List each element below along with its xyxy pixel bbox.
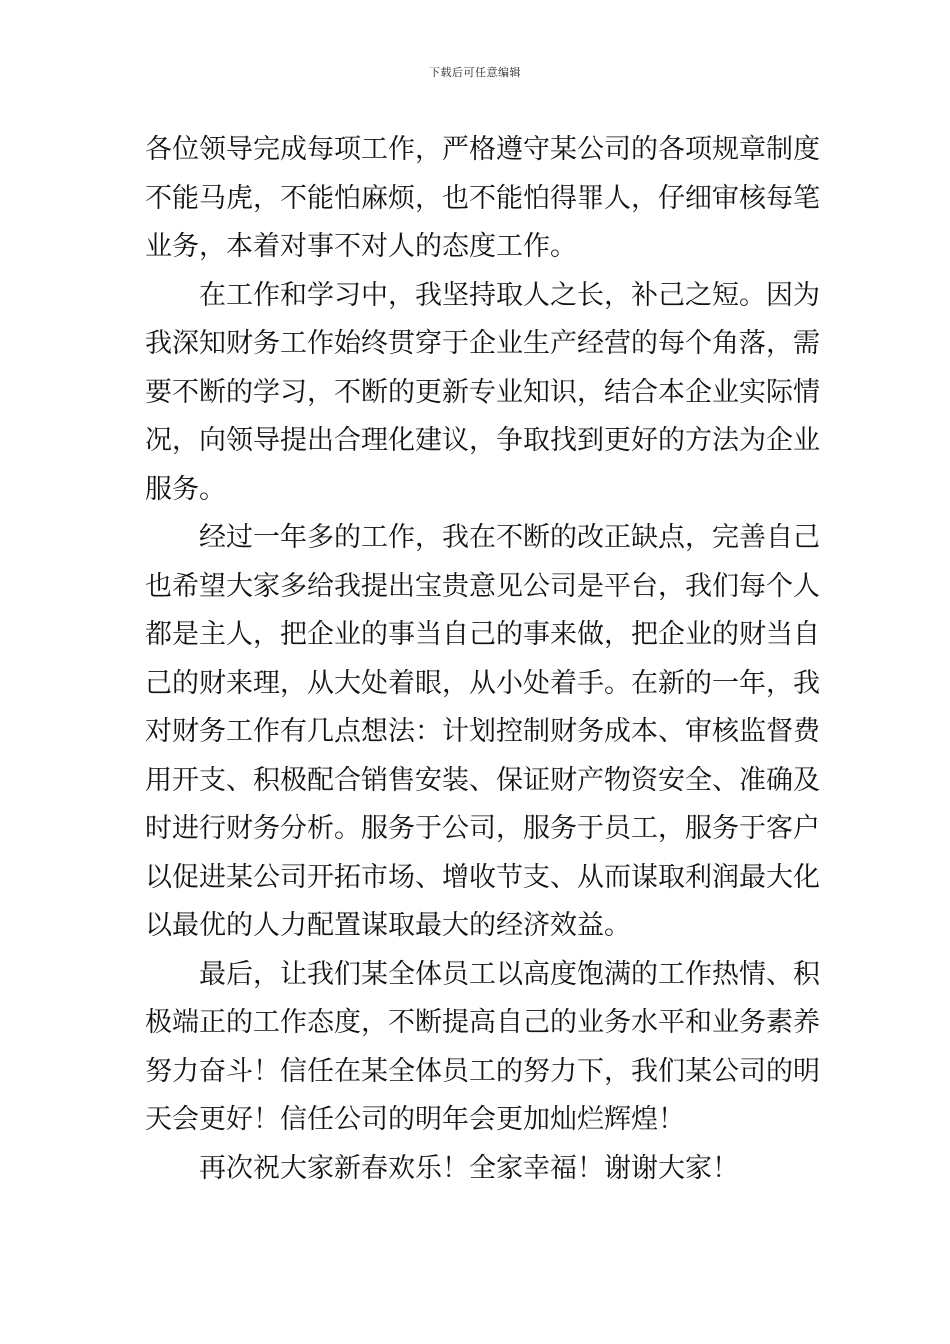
paragraph-1 [145,126,820,272]
text-line: 也希望大家多给我提出宝贵意见公司是平台，我们每个人 [145,570,820,602]
text-line: 用开支、积极配合销售安装、保证财产物资安全、准确及 [145,764,820,796]
text-line: 努力奋斗！信任在某全体员工的努力下，我们某公司的明 [145,1055,820,1087]
text-line: 己的财来理，从大处着眼，从小处着手。在新的一年，我 [145,667,820,699]
text-line: 对财务工作有几点想法：计划控制财务成本、审核监督费 [145,716,820,747]
text-line: 以促进某公司开拓市场、增收节支、从而谋取利润最大化 [145,861,820,893]
text-line: 业务，本着对事不对人的态度工作。 [145,231,577,262]
header-note: 下载后可任意编辑 [429,66,521,79]
text-line: 不能马虎，不能怕麻烦，也不能怕得罪人，仔细审核每笔 [145,182,820,214]
text-line: 时进行财务分析。服务于公司，服务于员工，服务于客户 [145,813,820,844]
text-line: 经过一年多的工作，我在不断的改正缺点，完善自己 [199,522,820,553]
paragraph-4 [145,951,820,1145]
text-line: 都是主人，把企业的事当自己的事来做，把企业的财当自 [145,619,820,650]
text-line: 要不断的学习，不断的更新专业知识，结合本企业实际情 [145,376,820,408]
paragraph-2 [145,272,820,515]
text-line: 各位领导完成每项工作，严格遵守某公司的各项规章制度 [145,134,820,165]
text-line: 服务。 [145,473,226,505]
text-line: 极端正的工作态度，不断提高自己的业务水平和业务素养 [145,1007,820,1038]
text-line: 再次祝大家新春欢乐！全家幸福！谢谢大家！ [199,1152,739,1184]
text-line: 况，向领导提出合理化建议，争取找到更好的方法为企业 [145,425,820,456]
text-line: 在工作和学习中，我坚持取人之长，补己之短。因为 [199,279,820,311]
paragraph-5 [145,1145,805,1194]
text-line: 我深知财务工作始终贯穿于企业生产经营的每个角落，需 [145,328,820,359]
text-line: 天会更好！信任公司的明年会更加灿烂辉煌！ [145,1104,685,1135]
text-line: 最后，让我们某全体员工以高度饱满的工作热情、积 [199,958,820,990]
text-line: 以最优的人力配置谋取最大的经济效益。 [145,910,631,941]
paragraph-3 [145,514,820,951]
body-text [145,126,820,1193]
